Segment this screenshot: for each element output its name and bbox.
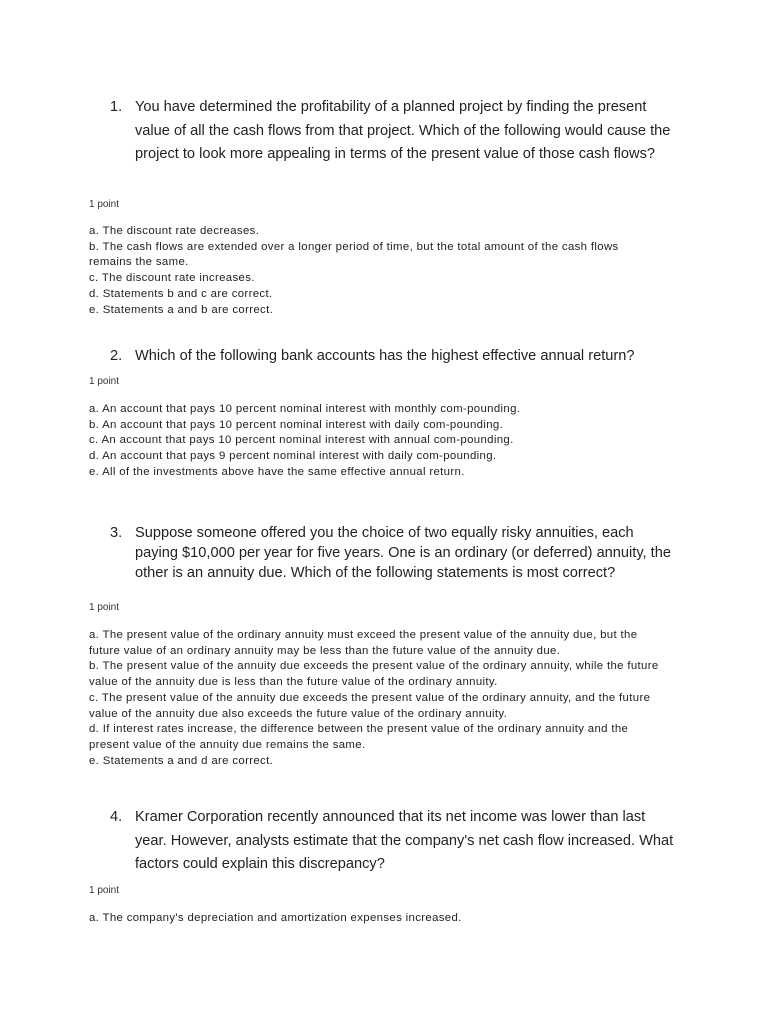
question-text: Kramer Corporation recently announced that its net income was lower than last year. However, analysts estimate that the company's net cash flow increased. What factors could explain this discrepancy? (135, 809, 674, 872)
answer-option: a. An account that pays 10 percent nominal interest with monthly com-pounding. (89, 403, 521, 415)
question-number: 2. (110, 348, 123, 364)
question-4 (110, 806, 680, 877)
question-points: 1 point (89, 199, 120, 210)
answer-option: e. All of the investments above have the same effective annual return. (89, 465, 465, 478)
answer-option: b. The present value of the annuity due exceeds the present value of the ordinary annuity, while the future value of the annuity due is less than the future value of the ordinary annuity. (89, 660, 659, 689)
answer-option: b. An account that pays 10 percent nominal interest with daily com-pounding. (89, 418, 504, 431)
answer-options (89, 628, 659, 769)
answer-options (89, 402, 659, 481)
question-number: 3. (110, 525, 123, 541)
question-text: You have determined the profitability of a planned project by finding the present value of all the cash flows from that project. Which of the following would cause the project to look more appealing in terms of the present value of those cash flows? (135, 99, 671, 162)
answer-option: d. An account that pays 9 percent nominal interest with daily com-pounding. (89, 450, 497, 463)
question-points: 1 point (89, 885, 120, 896)
question-points: 1 point (89, 602, 120, 613)
answer-option: a. The present value of the ordinary annuity must exceed the present value of the annuity due, but the future value of an ordinary annuity may be less than the future value of the annuity due. (89, 629, 638, 657)
question-1 (110, 96, 680, 167)
answer-options (89, 224, 659, 318)
answer-option: d. If interest rates increase, the difference between the present value of the ordinary annuity and the present value of the annuity due remains the same. (89, 723, 629, 751)
answer-option: a. The discount rate decreases. (89, 225, 260, 237)
answer-option: c. The present value of the annuity due exceeds the present value of the ordinary annuity, and the future value of the annuity due also exceeds the future value of the ordinary annuity. (89, 691, 651, 720)
question-text: Suppose someone offered you the choice of two equally risky annuities, each paying $10,000 per year for five years. One is an ordinary (or deferred) annuity, the other is an annuity due. Which of the following statements is most correct? (135, 525, 671, 581)
answer-option: c. An account that pays 10 percent nominal interest with annual com-pounding. (89, 434, 514, 447)
answer-option: b. The cash flows are extended over a longer period of time, but the total amount of the cash flows remains the same. (89, 240, 619, 269)
question-3 (110, 523, 680, 583)
question-number: 4. (110, 809, 123, 825)
answer-option: d. Statements b and c are correct. (89, 287, 273, 300)
question-points: 1 point (89, 376, 120, 387)
question-text: Which of the following bank accounts has the highest effective annual return? (135, 348, 635, 364)
answer-option: c. The discount rate increases. (89, 272, 255, 285)
question-number: 1. (110, 99, 123, 115)
question-2 (110, 346, 680, 366)
answer-options (89, 911, 659, 927)
answer-option: e. Statements a and b are correct. (89, 303, 274, 316)
answer-option: e. Statements a and d are correct. (89, 754, 274, 767)
answer-option: a. The company's depreciation and amortization expenses increased. (89, 912, 462, 924)
